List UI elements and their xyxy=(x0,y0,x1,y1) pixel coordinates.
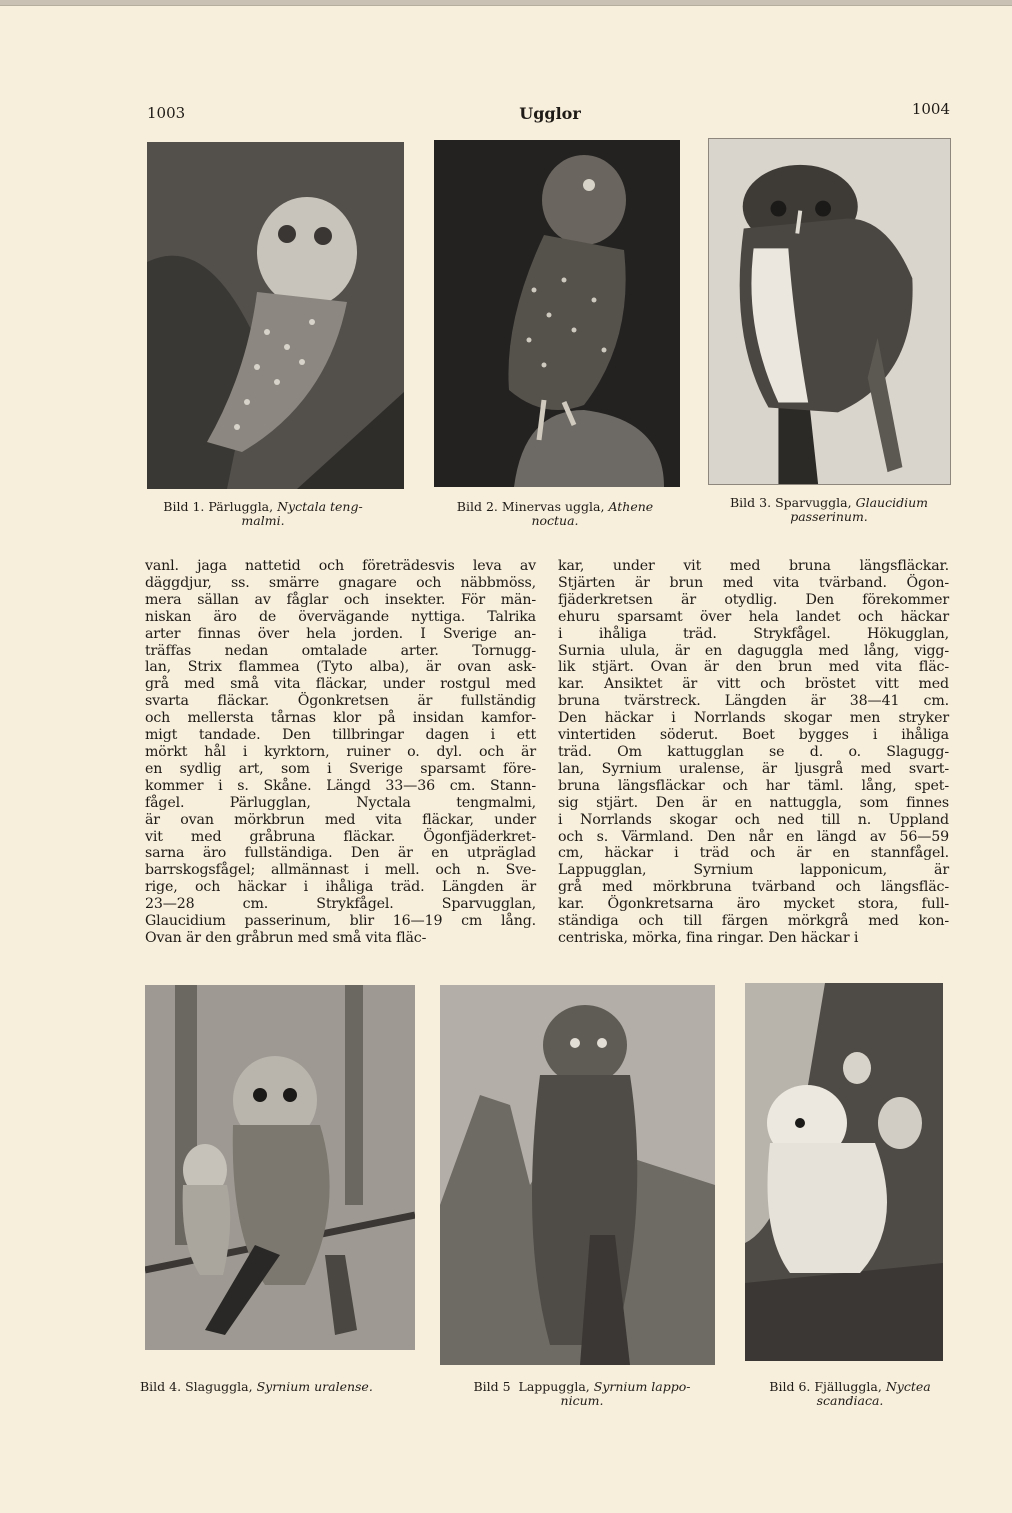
common-name: Pärluggla, xyxy=(208,499,274,514)
text-line: 23—28 cm. Strykfågel. Sparvugglan, xyxy=(145,896,536,913)
text-line: migt tandade. Den tillbringar dagen i ett xyxy=(145,727,536,744)
text-line: cm, häckar i träd och är en stannfågel. xyxy=(558,845,949,862)
caption-bild-4 xyxy=(138,1380,430,1394)
latin-name: Nyctala teng- xyxy=(277,499,363,514)
latin-name-cont: passerinum. xyxy=(790,509,868,524)
caption-label: Bild 1. xyxy=(163,499,205,514)
figure-bild-5 xyxy=(440,985,715,1365)
text-line: arter finnas över hela jorden. I Sverige an- xyxy=(145,625,536,642)
text-line: centriska, mörka, fina ringar. Den häckar i xyxy=(558,929,859,946)
owl-illustration-icon xyxy=(145,985,415,1350)
text-line: lan, Strix flammea (Tyto alba), är ovan ask- xyxy=(145,659,536,676)
text-line: Glaucidium passerinum, blir 16—19 cm lång. xyxy=(145,913,536,930)
common-name: Sparvuggla, xyxy=(775,495,852,510)
left-page-number: 1003 xyxy=(147,104,186,122)
text-line: i ihåliga träd. Strykfågel. Hökugglan, xyxy=(558,625,949,642)
text-line: ständiga och till färgen mörkgrå med kon- xyxy=(558,913,949,930)
caption-label: Bild 5 xyxy=(473,1379,511,1394)
text-line: mörkt hål i kyrktorn, ruiner o. dyl. och är xyxy=(145,743,536,760)
text-line: Den häckar i Norrlands skogar men stryker xyxy=(558,710,949,727)
text-line: bruna tvärstreck. Längden är 38—41 cm. xyxy=(558,693,949,710)
text-line: mera sällan av fåglar och insekter. För män- xyxy=(145,591,536,608)
text-line: grå med mörkbruna tvärband och längsfläc- xyxy=(558,879,949,896)
text-line: en sydlig art, som i Sverige sparsamt före- xyxy=(145,760,536,777)
caption-label: Bild 6. xyxy=(769,1379,811,1394)
figure-bild-3 xyxy=(708,138,951,485)
text-column-left xyxy=(145,558,536,947)
text-line: i Norrlands skogar och ned till n. Uppland xyxy=(558,811,949,828)
owl-illustration-icon xyxy=(440,985,715,1365)
figure-bild-2 xyxy=(434,140,680,487)
page-title: Ugglor xyxy=(519,104,581,123)
latin-name-cont: nicum. xyxy=(560,1393,604,1408)
text-line: barrskogsfågel; allmännast i mell. och n. Sve- xyxy=(145,862,536,879)
text-line: däggdjur, ss. smärre gnagare och näbbmöss, xyxy=(145,574,536,591)
latin-name: Syrnium lappo- xyxy=(593,1379,691,1394)
latin-name-cont: scandiaca. xyxy=(816,1393,884,1408)
caption-bild-1 xyxy=(138,500,388,528)
text-line: Ovan är den gråbrun med små vita fläc- xyxy=(145,929,427,946)
owl-photo-icon xyxy=(709,139,950,484)
text-line: sig stjärt. Den är en nattuggla, som finnes xyxy=(558,794,949,811)
caption-label: Bild 2. xyxy=(456,499,498,514)
text-line: och mellersta tårnas klor på insidan kamfor- xyxy=(145,710,536,727)
text-line: vit med gråbruna fläckar. Ögonfjäderkret- xyxy=(145,828,536,845)
text-line: rige, och häckar i ihåliga träd. Längden är xyxy=(145,879,536,896)
caption-bild-3 xyxy=(700,496,958,524)
text-line: svarta fläckar. Ögonkretsen är fullständig xyxy=(145,693,536,710)
text-line: vanl. jaga nattetid och företrädesvis leva av xyxy=(145,558,536,574)
common-name: Minervas uggla, xyxy=(501,499,605,514)
latin-name: Glaucidium xyxy=(855,495,928,510)
owl-illustration-icon xyxy=(745,983,943,1361)
text-line: och s. Värmland. Den når en längd av 56—59 xyxy=(558,828,949,845)
caption-bild-6 xyxy=(740,1380,960,1408)
caption-bild-5 xyxy=(442,1380,722,1408)
text-line: kar. Ansiktet är vitt och bröstet vitt med xyxy=(558,676,949,693)
owl-photo-icon xyxy=(434,140,680,487)
caption-label: Bild 4. xyxy=(140,1379,182,1394)
figure-bild-6 xyxy=(745,983,943,1361)
text-line: fågel. Pärlugglan, Nyctala tengmalmi, xyxy=(145,794,536,811)
text-line: lik stjärt. Ovan är den brun med vita fläc- xyxy=(558,659,949,676)
latin-name-cont: noctua. xyxy=(531,513,579,528)
text-line: vintertiden söderut. Boet bygges i ihåliga xyxy=(558,727,949,744)
text-line: träffas nedan omtalade arter. Tornugg- xyxy=(145,642,536,659)
owl-photo-icon xyxy=(147,142,404,489)
text-line: träd. Om kattugglan se d. o. Slagugg- xyxy=(558,743,949,760)
latin-name: Nyctea xyxy=(885,1379,931,1394)
common-name: Lappuggla, xyxy=(518,1379,590,1394)
caption-label: Bild 3. xyxy=(730,495,772,510)
text-line: grå med små vita fläckar, under rostgul med xyxy=(145,676,536,693)
text-line: fjäderkretsen är otydlig. Den förekommer xyxy=(558,591,949,608)
latin-name: Athene xyxy=(608,499,654,514)
figure-bild-1 xyxy=(147,142,404,489)
text-line: kommer i s. Skåne. Längd 33—36 cm. Stann- xyxy=(145,777,536,794)
common-name: Slaguggla, xyxy=(185,1379,253,1394)
text-line: är ovan mörkbrun med vita fläckar, under xyxy=(145,811,536,828)
text-line: ehuru sparsamt över hela landet och häckar xyxy=(558,608,949,625)
common-name: Fjälluggla, xyxy=(814,1379,882,1394)
text-line: kar. Ögonkretsarna äro mycket stora, full- xyxy=(558,896,949,913)
figure-bild-4 xyxy=(145,985,415,1350)
text-line: Lappugglan, Syrnium lapponicum, är xyxy=(558,862,949,879)
right-page-number: 1004 xyxy=(911,100,950,118)
text-column-right xyxy=(558,558,949,947)
caption-bild-2 xyxy=(430,500,680,528)
text-line: lan, Syrnium uralense, är ljusgrå med svart- xyxy=(558,760,949,777)
text-line: Stjärten är brun med vita tvärband. Ögon- xyxy=(558,574,949,591)
text-line: bruna längsfläckar och har täml. lång, spet- xyxy=(558,777,949,794)
text-line: Surnia ulula, är en daguggla med lång, vigg- xyxy=(558,642,949,659)
text-line: niskan äro de övervägande nyttiga. Talrika xyxy=(145,608,536,625)
text-line: sarna äro fullständiga. Den är en utpräglad xyxy=(145,845,536,862)
text-line: kar, under vit med bruna längsfläckar. xyxy=(558,558,949,574)
latin-name-cont: malmi. xyxy=(241,513,285,528)
page-top-edge xyxy=(0,0,1012,6)
latin-name: Syrnium uralense. xyxy=(256,1379,373,1394)
